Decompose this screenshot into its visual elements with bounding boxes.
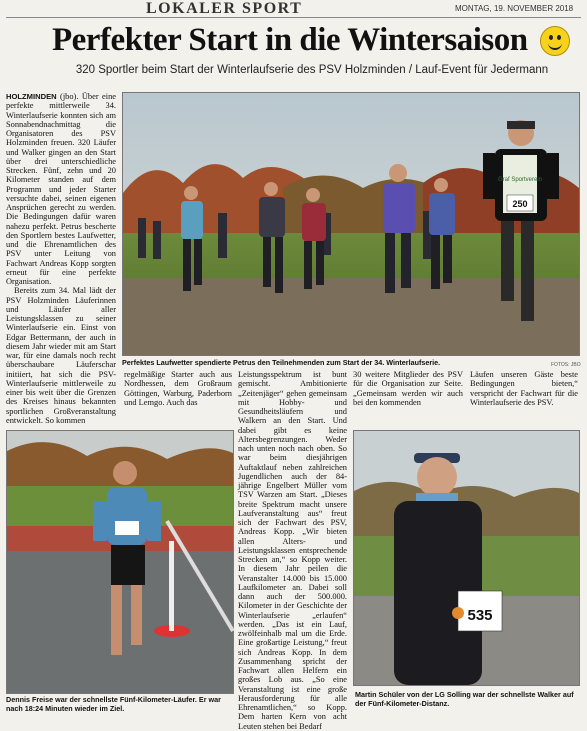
headline: Perfekter Start in die Wintersaison xyxy=(52,22,528,58)
bottom-right-bib-number: 535 xyxy=(467,607,493,624)
bottom-right-caption: Martin Schüler von der LG Solling war der schnellste Walker auf der Fünf-Kilometer-Distanz. xyxy=(355,690,574,708)
author-tag: (jbo). xyxy=(56,92,79,101)
column-4-text: 30 weitere Mitglieder des PSV für die Organisation zur Seite. „Gemeinsam werden wir auch bei den kommenden xyxy=(353,370,463,407)
article-column-5 xyxy=(470,370,578,420)
bottom-left-caption: Dennis Freise war der schnellste Fünf-Kilometer-Läufer. Er war nach 18:24 Minuten wieder im Ziel. xyxy=(6,695,221,713)
masthead-rule xyxy=(6,17,581,18)
article-column-1 xyxy=(6,92,116,425)
main-photo-bib-number: 250 xyxy=(512,199,528,209)
bottom-left-photo-illustration xyxy=(7,431,233,693)
column-2-text: regelmäßige Starter auch aus Nordhessen, dem Großraum Göttingen, Warburg, Paderborn und Lemgo. Auch das xyxy=(124,370,232,407)
paragraph-1: Über eine perfekte mittlerweile 34. Winterlaufserie konnten sich am Sonnabendnachmittag die Organisatoren des PSV Holzminden freuen. 320 Läufer und Walker gingen an den Start über drei unterschiedliche Strecken. Fünf, zehn und 20 Kilometer standen auf dem Programm und jeder Starter versuchte dabei, seinen eigenen Ansprüchen gerecht zu werden. Die Bedingungen dafür waren nahezu perfekt. Petrus bescherte den Sportlern bestes Laufwetter, und die Ehrenamtlichen des PSV unter Leitung von Fachwart Andreas Kopp sorgten erneut für eine perfekte Organisation. xyxy=(6,92,116,286)
main-photo-shirt-text: Graf Sportverein xyxy=(497,177,543,183)
subheadline: 320 Sportler beim Start der Winterlaufserie des PSV Holzminden / Lauf-Event für Jedermann xyxy=(75,64,549,76)
paragraph-2: Bereits zum 34. Mal lädt der PSV Holzminden Läuferinnen und Läufer aller Leistungsklassen zu seiner Winterlaufserie ein. Einst von Edgar Bettermann, der auch in diesem Jahr wieder mit am Start war, für eine damals noch recht überschaubare Läuferschar initiiert, hat sich die PSV-Winterlaufserie mittlerweile zu einer bis weit über die Grenzen des Kreises hinaus bekannten sportlichen Großveranstaltung entwickelt. So kommen xyxy=(6,286,116,425)
article-column-4 xyxy=(353,370,463,420)
bottom-left-photo xyxy=(6,430,234,694)
smiley-icon xyxy=(540,26,570,56)
article-column-3 xyxy=(238,370,347,731)
photo-credit: FOTOS: JBO xyxy=(551,362,581,368)
bottom-right-photo xyxy=(353,430,580,686)
main-photo-caption: Perfektes Laufwetter spendierte Petrus den Teilnehmenden zum Start der 34. Winterlaufserie. xyxy=(122,358,441,367)
section-title: LOKALER SPORT xyxy=(146,0,303,17)
column-5-text: Läufen unseren Gäste beste Bedingungen bieten,“ verspricht der Fachwart für die Winterlaufserie des PSV. xyxy=(470,370,578,407)
dateline: HOLZMINDEN xyxy=(6,92,57,101)
article-column-2 xyxy=(124,370,232,420)
column-3-text: Leistungsspektrum ist bunt gemischt. Ambitionierte „Zeitenjäger“ gehen gemeinsam mit Hobby- und Gesundheitsläufern und Walkern an den Start. Und dabei gibt es keine Altersbegrenzungen. Weder nach unten noch nach oben. So war beim diesjährigen Auftaktlauf neben zahlreichen Jugendlichen auch der 84-jährige Engelbert Müller vom TSV Warzen am Start. „Dieses breite Spektrum macht unsere Laufveranstaltung aus“ freut sich der Fachwart des PSV, Andreas Kopp. „Wir bieten allen Alters- und Leistungsklassen entsprechende Strecken an,“ so Kopp weiter. In diesem Jahr peilen die Veranstalter 14.000 bis 15.000 Laufkilometer an. Dabei soll dann auch der 500.000. Kilometer in der Geschichte der Winterlaufserie „erlaufen“ werden. „Das ist ein Lauf, zwölfeinhalb mal um die Erde. Eine großartige Leistung,“ freut sich Andreas Kopp. In dem Zusammenhang spricht der Fachwart allen Helfern ein großes Lob aus. „So eine Veranstaltung ist eine große Herausforderung für alle Ehrenamtlichen,“ so Kopp. Dem harten Kern von acht Leuten stehen bei Bedarf xyxy=(238,370,347,731)
main-photo xyxy=(122,92,580,356)
issue-date: MONTAG, 19. NOVEMBER 2018 xyxy=(455,4,574,13)
bottom-right-photo-illustration xyxy=(354,431,579,685)
main-photo-illustration xyxy=(123,93,579,355)
